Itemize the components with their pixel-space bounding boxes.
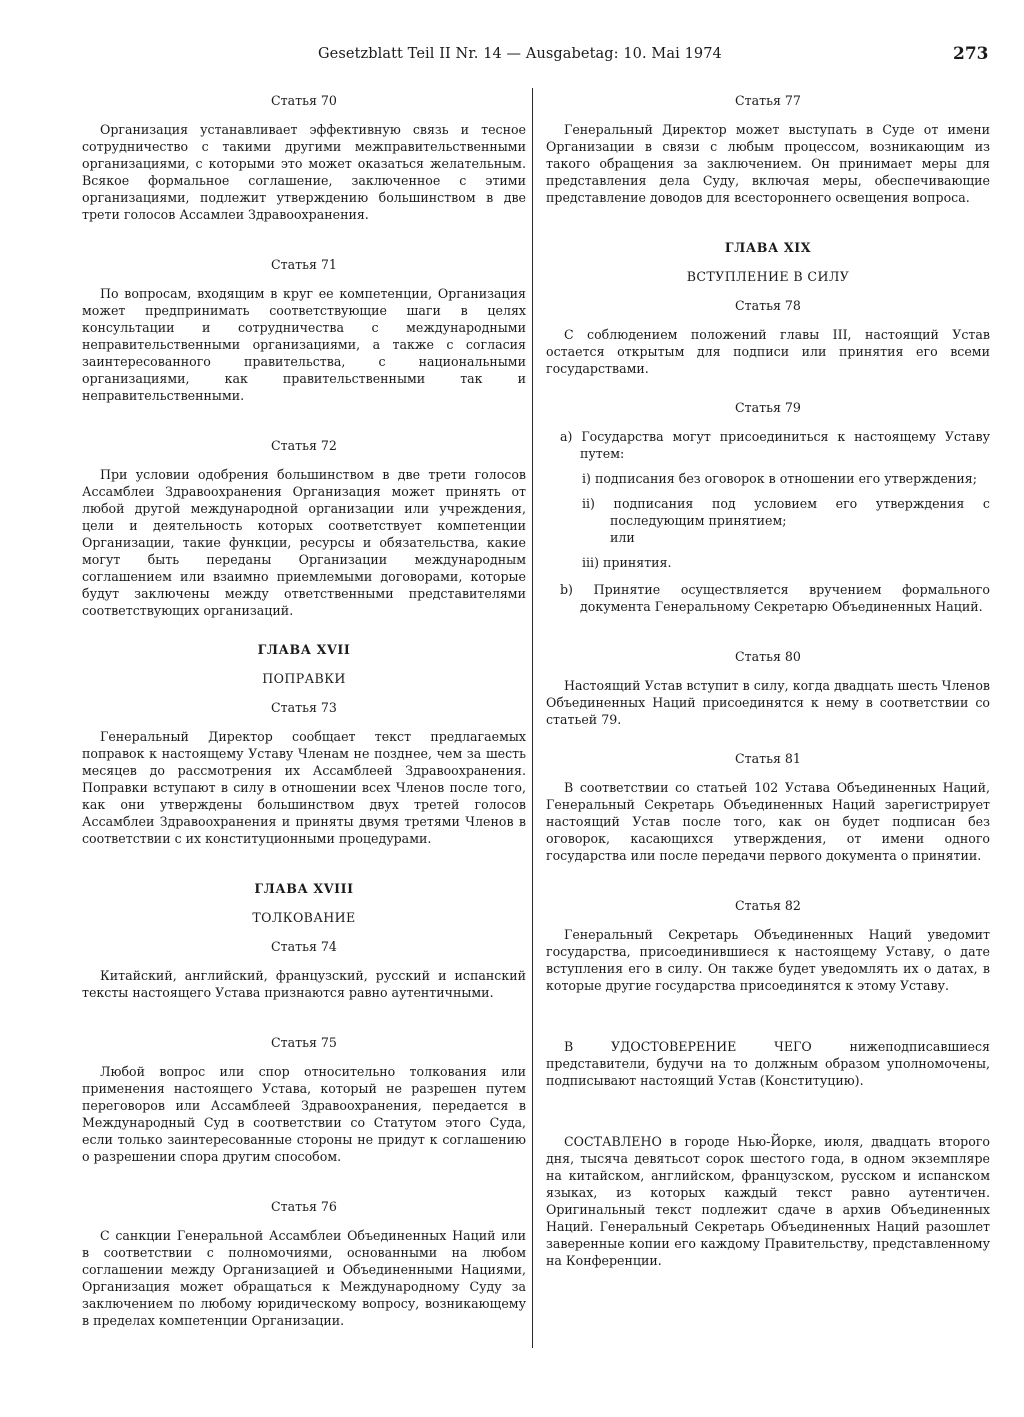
article-75-title: Статья 75	[271, 1035, 337, 1050]
article-76-title: Статья 76	[271, 1199, 337, 1214]
running-header	[0, 46, 1024, 70]
article-75-text: Любой вопрос или спор относительно толкования или применения настоящего Устава, который не разрешен путем переговоров или Ассамблеей Здравоохранения, передается в Международный Суд в соответствии со Статутом этого Суда, если только заинтересованные стороны не придут к соглашению о разрешении спора другим способом.	[82, 1064, 526, 1164]
article-80-text: Настоящий Устав вступит в силу, когда двадцать шесть Членов Объединенных Наций присоединятся к нему в соответствии со статьей 79.	[546, 678, 990, 727]
article-74-text: Китайский, английский, французский, русский и испанский тексты настоящего Устава признаются равно аутентичными.	[82, 968, 526, 1000]
article-79-or: или	[610, 530, 635, 545]
chapter-18-title: ГЛАВА XVIII	[254, 881, 354, 896]
right-column	[546, 92, 990, 1269]
article-79-item-b: b) Принятие осуществляется вручением формального документа Генеральному Секретарю Объединенных Наций.	[560, 582, 990, 614]
article-81-text: В соответствии со статьей 102 Устава Объединенных Наций, Генеральный Секретарь Объединенных Наций зарегистрирует настоящий Устав после того, как он будет подписан без оговорок, касающихся утверждения, от имени одного государства или после передачи первого документа о принятии.	[546, 780, 990, 863]
column-divider	[532, 88, 533, 1348]
article-79-item-iii: iii) принятия.	[582, 555, 672, 570]
article-78-title: Статья 78	[735, 298, 801, 313]
running-title: Gesetzblatt Teil II Nr. 14 — Ausgabetag: 10. Mai 1974	[318, 46, 722, 62]
chapter-18-subtitle: ТОЛКОВАНИЕ	[252, 910, 356, 925]
article-70-title: Статья 70	[271, 93, 337, 108]
article-79-item-i: i) подписания без оговорок в отношении его утверждения;	[582, 471, 977, 486]
article-72-text: При условии одобрения большинством в две трети голосов Ассамблеи Здравоохранения Организация может принять от любой другой международной организации или учреждения, цели и деятельность которых соответствует компетенции Организации, такие функции, ресурсы и обязательства, какие могут быть переданы Организации международным соглашением или взаимно приемлемыми договорами, которые будут заключены между ответственными представителями соответствующих организаций.	[82, 467, 526, 618]
article-79-item-a: а) Государства могут присоединиться к настоящему Уставу путем:	[560, 429, 990, 461]
article-82-title: Статья 82	[735, 898, 801, 913]
article-77-title: Статья 77	[735, 93, 801, 108]
article-76-text: С санкции Генеральной Ассамблеи Объединенных Наций или в соответствии с полномочиями, основанными на любом соглашении между Организацией и Объединенными Нациями, Организация может обращаться к Международному Суду за заключением по любому юридическому вопросу, возникающему в пределах компетенции Организации.	[82, 1228, 526, 1328]
article-70-text: Организация устанавливает эффективную связь и тесное сотрудничество с такими другими межправительственными организациями, с которыми это может оказаться желательным. Всякое формальное соглашение, заключенное с этими организациями, подлежит утверждению большинством в две трети голосов Ассамлеи Здравоохранения.	[82, 122, 526, 222]
article-71-text: По вопросам, входящим в круг ее компетенции, Организация может предпринимать соответствующие шаги в целях консультации и сотрудничества с международными неправительственными организациями, а также с согласия заинтересованного правительства, с национальными организациями, как правительственными так и неправительственными.	[82, 286, 526, 403]
left-column	[82, 92, 526, 1329]
article-78-text: С соблюдением положений главы III, настоящий Устав остается открытым для подписи или принятия его всеми государствами.	[546, 327, 990, 376]
article-80-title: Статья 80	[735, 649, 801, 664]
article-82-text: Генеральный Секретарь Объединенных Наций уведомит государства, присоединившиеся к настоящему Уставу, о дате вступления его в силу. Он также будет уведомлять их о датах, в которые другие государства присоединятся к этому Уставу.	[546, 927, 990, 993]
article-79-title: Статья 79	[735, 400, 801, 415]
chapter-19-subtitle: ВСТУПЛЕНИЕ В СИЛУ	[686, 269, 850, 284]
article-77-text: Генеральный Директор может выступать в Суде от имени Организации в связи с любым процессом, возникающим из такого обращения за заключением. Он принимает меры для представления дела Суду, включая меры, обеспечивающие представление доводов для всестороннего освещения вопроса.	[546, 122, 990, 205]
done-at-clause: СОСТАВЛЕНО в городе Нью-Йорке, июля, двадцать второго дня, тысяча девятьсот сорок шестого года, в одном экземпляре на китайском, английском, французском, русском и испанском языках, из которых каждый текст равно аутентичен. Оригинальный текст подлежит сдаче в архив Объединенных Наций. Генеральный Секретарь Объединенных Наций разошлет заверенные копии его каждому Правительству, представленному на Конференции.	[546, 1134, 990, 1268]
article-73-text: Генеральный Директор сообщает текст предлагаемых поправок к настоящему Уставу Членам не позднее, чем за шесть месяцев до рассмотрения их Ассамблеей Здравоохранения. Поправки вступают в силу в отношении всех Членов после того, как они утверждены большинством двух третей голосов Ассамблеи Здравоохранения и приняты двумя третями Членов в соответствии с их конституционными процедурами.	[82, 729, 526, 846]
article-72-title: Статья 72	[271, 438, 337, 453]
chapter-19-title: ГЛАВА XIX	[724, 240, 812, 255]
chapter-17-title: ГЛАВА XVII	[257, 642, 351, 657]
article-81-title: Статья 81	[735, 751, 801, 766]
chapter-17-subtitle: ПОПРАВКИ	[262, 671, 346, 686]
article-73-title: Статья 73	[271, 700, 337, 715]
article-74-title: Статья 74	[271, 939, 337, 954]
witness-clause: В УДОСТОВЕРЕНИЕ ЧЕГО нижеподписавшиеся представители, будучи на то должным образом уполномочены, подписывают настоящий Устав (Конституцию).	[546, 1039, 990, 1088]
article-71-title: Статья 71	[271, 257, 337, 272]
article-79-item-ii: ii) подписания под условием его утверждения с последующим принятием;	[582, 496, 990, 528]
page-number: 273	[953, 44, 989, 64]
